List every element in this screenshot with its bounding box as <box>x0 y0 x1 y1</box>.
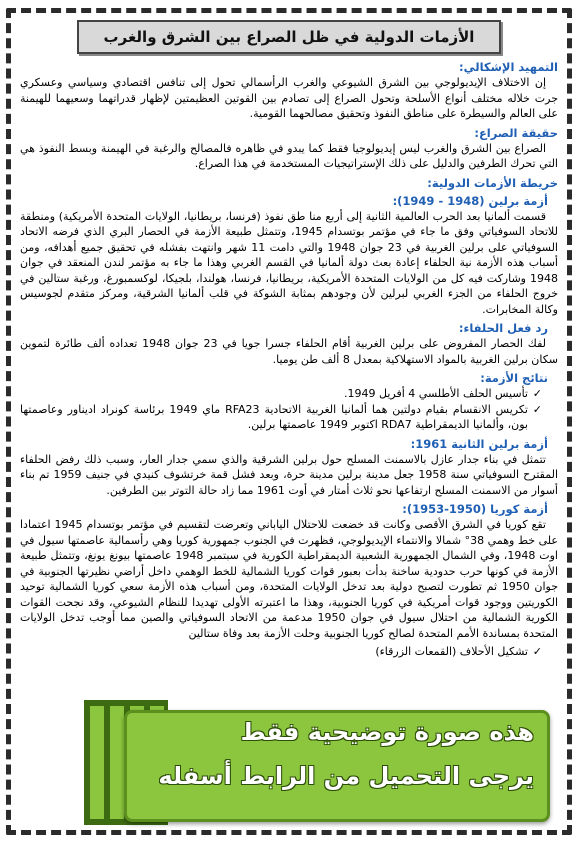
check-icon: ✓ <box>532 645 542 658</box>
berlin1-paragraph: قسمت ألمانيا بعد الحرب العالمية الثانية إلى أربع منا طق نفوذ (فرنسا، بريطانيا، الولايات المتحدة الأمريكية) ومنطقة للاتحاد السوفياتي وفق ما جاء في مؤتمر بوتسدام 1945، وتتمثل طبيعة الأزمة في الحصار البري الذي فرضه الاتحاد السوفياتي على برلين الغربية في 23 جوان 1948 والتي دامت 11 شهر وانتهت بفشله في تحقيق جميع أهدافه، ومن أسباب هذه الأزمة نية الحلفاء إعادة بعث دولة ألمانيا في القسم الغربي وهذا ما جاء به مؤتمر لندن المنعقد في جوان 1948 وشاركت فيه كل من الولايات المتحدة الأمريكية، بريطانيا، فرنسا، هولندا، بلجيكا، لوكسمبورغ، ورغبة ستالين في خروج الحلفاء من الجزء الغربي لبرلين لأن وجودهم بمثابة الشوكة في قلب ألمانيا الشرقية، ومركز متقدم لجوسيس وكالة المخابرات. <box>20 209 558 316</box>
result-text: تكريس الانقسام بقيام دولتين هما ألمانيا الغربية الاتحادية RFA23 ماي 1949 برئاسة كونراد اديناور وعاصمتها بون، وألمانيا الديمقراطية RDA7 اكتوبر 1949 عاصمتها برلين. <box>20 402 528 431</box>
title-box <box>77 20 501 54</box>
list-item <box>20 644 542 660</box>
korea-list <box>20 644 558 660</box>
truth-paragraph: الصراع بين الشرق والغرب ليس إيديولوجيا فقط كما يبدو في ظاهره فالمصالح والرغبة في الهيمنة وبسط النفوذ هي التي تحرك الطرفين والدليل على ذلك الإستراتيجيات المستخدمة في هذا الصراع. <box>20 141 558 170</box>
intro-paragraph: إن الاختلاف الإيديولوجي بين الشرق الشيوعي والغرب الرأسمالي تحول إلى تنافس اقتصادي وسياسي وعسكري جرت خلاله مختلف أنواع الأسلحة وتحول الصراع إلى تصادم بين القوتين العظيمتين لإظهار قدراتهما وسعيهما للهيمنة على العالم والسيطرة على مناطق النفوذ وتحقيق مصالحهما القومية. <box>20 76 558 120</box>
map-heading: خريطة الأزمات الدولية: <box>427 175 558 190</box>
berlin1-heading: أزمة برلين (1948 - 1949): <box>392 193 548 208</box>
allies-heading: رد فعل الحلفاء: <box>458 321 548 335</box>
watermark-line1: هذه صورة توضيحية فقط <box>240 718 534 746</box>
berlin2-heading: أزمة برلين الثانية 1961: <box>410 436 548 451</box>
intro-heading: التمهيد الإشكالي: <box>459 60 558 74</box>
korea-tail-text: تشكيل الأحلاف (القمعات الزرقاء) <box>375 645 528 658</box>
page-title: الأزمات الدولية في ظل الصراع بين الشرق والغرب <box>103 28 475 46</box>
list-item <box>20 386 542 402</box>
results-heading: نتائج الأزمة: <box>480 371 548 385</box>
korea-paragraph: تقع كوريا في الشرق الأقصى وكانت قد خضعت للاحتلال الياباني وتعرضت لتقسيم في مؤتمر بوتسدام 1945 اعتمادا على خط وهمي 38° شمالا والانتماء الإيديولوجي، فظهرت في الجنوب جمهورية كوريا وهي رأسمالية عاصمتها سيول في اوت 1948، وفي الشمال الجمهورية الشعبية الديمقراطية الكورية في سبتمبر 1948 عاصمتها بيونغ يونغ، وتتمثل طبيعة الأزمة في كونها حرب حدودية ساخنة بدأت بعبور قوات كوريا الشمالية للخط الوهمي داخل أراضي نظيرتها الجنوبية في جوان 1950 ثم تطورت لتصبح دولية بعد تدخل الولايات المتحدة، ومن أسباب هذه الأزمة سعي كوريا الشمالية توحيد الكوريتين ووجود قوات أمريكية في كوريا الجنوبية، وهذا ما اعتبرته الأولى تهديدا للنظام الشيوعي، وقد نجحت القوات الكورية الشمالية من احتلال سيول في جوان 1950 مدعمة من الاتحاد السوفياتي والصين مما أوجب تدخل الولايات المتحدة بمساندة الأمم المتحدة لصالح كوريا الجنوبية وحلت الأزمة بعد وفاة ستالين <box>20 518 558 640</box>
results-list <box>20 386 558 433</box>
korea-heading: أزمة كوريا (1950-1953): <box>402 502 548 516</box>
check-icon: ✓ <box>532 402 542 416</box>
allies-paragraph: لفك الحصار المفروض على برلين الغربية أقام الحلفاء جسرا جويا في 23 جوان 1948 تعداده ألف طائرة لتموين سكان برلين الغربية بالمواد الاستهلاكية بمعدل 8 ألف طن يوميا. <box>20 337 558 366</box>
berlin2-paragraph: تتمثل في بناء جدار عازل بالاسمنت المسلح حول برلين الشرقية والذي سمي جدار العار، وسبب ذلك رفض الحلفاء المقترح السوفياتي سنة 1958 جعل مدينة برلين مدينة حرة، وبعد فشل قمة خرتشوف كنيدي في جنيف 1959 تم بناء أسوار من الاسمنت المسلح ارتفاعها نحو ثلاث أمتار في أوت 1961 مما زاد حالة التوتر بين الطرفين. <box>20 452 558 497</box>
truth-heading: حقيقة الصراع: <box>474 125 558 140</box>
result-text: تأسيس الحلف الأطلسي 4 أفريل 1949. <box>344 387 528 400</box>
download-watermark <box>84 700 564 825</box>
watermark-line2: يرجى التحميل من الرابط أسفله <box>158 762 534 790</box>
check-icon: ✓ <box>532 387 542 400</box>
list-item <box>20 402 542 433</box>
